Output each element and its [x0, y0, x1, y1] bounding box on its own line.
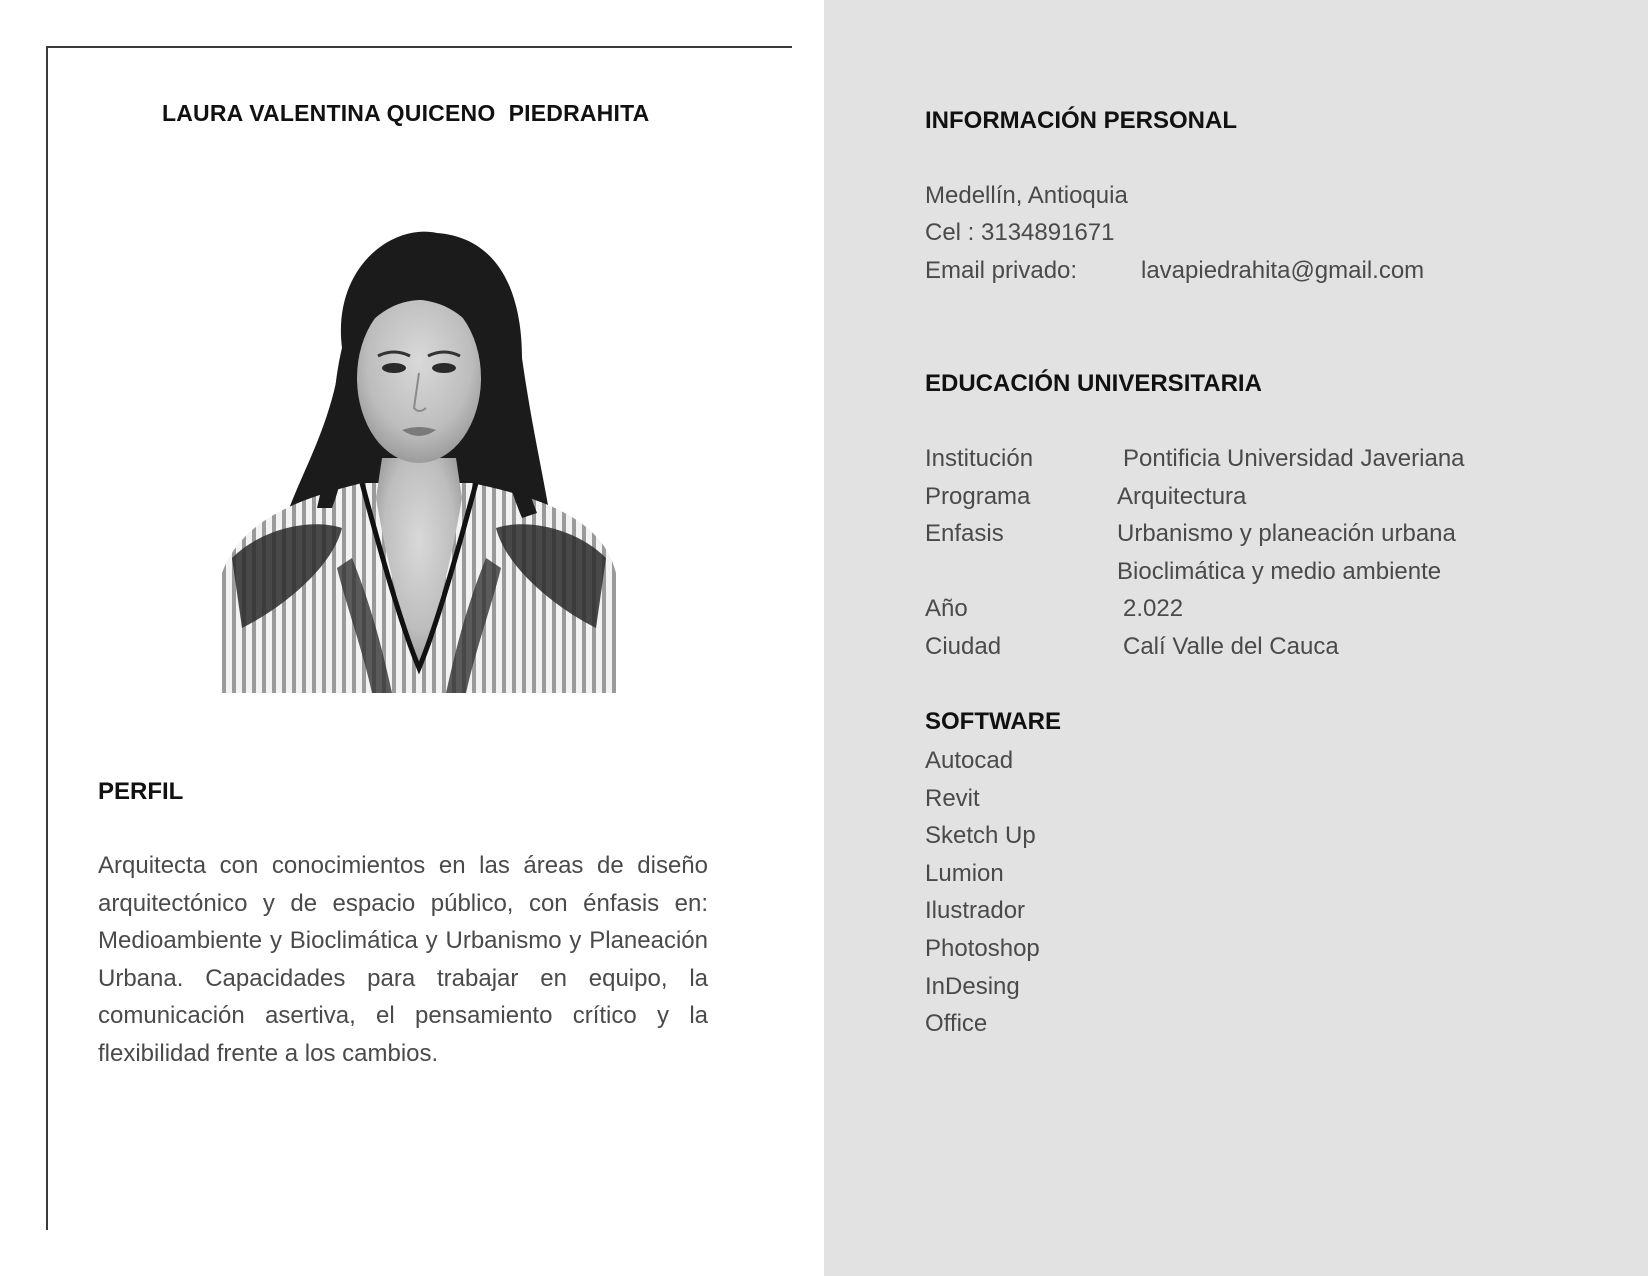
frame-top-line — [47, 46, 792, 48]
software-item: InDesing — [925, 972, 1020, 1000]
education-value-ciudad: Calí Valle del Cauca — [1123, 633, 1339, 660]
email-label: Email privado: — [925, 257, 1078, 284]
software-item: Office — [925, 1010, 988, 1038]
software-item: Lumion — [925, 859, 1004, 887]
phone-text: Cel : 3134891671 — [925, 219, 1115, 246]
profile-photo — [222, 228, 616, 693]
education-heading: EDUCACIÓN UNIVERSITARIA — [925, 370, 1262, 397]
software-item: Autocad — [925, 747, 1014, 774]
personal-info-heading: INFORMACIÓN PERSONAL — [925, 107, 1237, 134]
education-label-enfasis: Enfasis — [925, 520, 1004, 547]
software-heading: SOFTWARE — [925, 708, 1061, 735]
education-label-ciudad: Ciudad — [925, 633, 1002, 660]
software-list — [925, 742, 1040, 1043]
education-value-programa: Arquitectura — [1117, 483, 1247, 510]
candidate-name: LAURA VALENTINA QUICENO PIEDRAHITA — [162, 100, 650, 126]
education-label-ano: Año — [925, 595, 968, 622]
education-value-enfasis-1: Urbanismo y planeación urbana — [1117, 520, 1456, 547]
education-value-enfasis-2: Bioclimática y medio ambiente — [1117, 558, 1442, 585]
software-item: Sketch Up — [925, 822, 1036, 850]
education-value-ano: 2.022 — [1123, 595, 1184, 622]
profile-heading: PERFIL — [98, 778, 184, 805]
frame-left-line — [46, 46, 48, 1230]
software-item: Photoshop — [925, 934, 1040, 962]
software-item: Revit — [925, 784, 980, 812]
profile-paragraph: Arquitecta con conocimientos en las áreas de diseño arquitectónico y de espacio público, con énfasis en: Medioambiente y Bioclimática y Urbanismo y Planeación Urbana. Capacidades para trabajar en equipo, la comunicación asertiva, el pensamiento crítico y la flexibilidad frente a los cambios. — [98, 852, 708, 1067]
education-value-institucion: Pontificia Universidad Javeriana — [1123, 445, 1465, 472]
software-item: Ilustrador — [925, 897, 1026, 925]
email-link[interactable]: lavapiedrahita@gmail.com — [1141, 257, 1425, 284]
education-label-institucion: Institución — [925, 445, 1034, 472]
location-text: Medellín, Antioquia — [925, 182, 1128, 209]
education-label-programa: Programa — [925, 483, 1031, 510]
